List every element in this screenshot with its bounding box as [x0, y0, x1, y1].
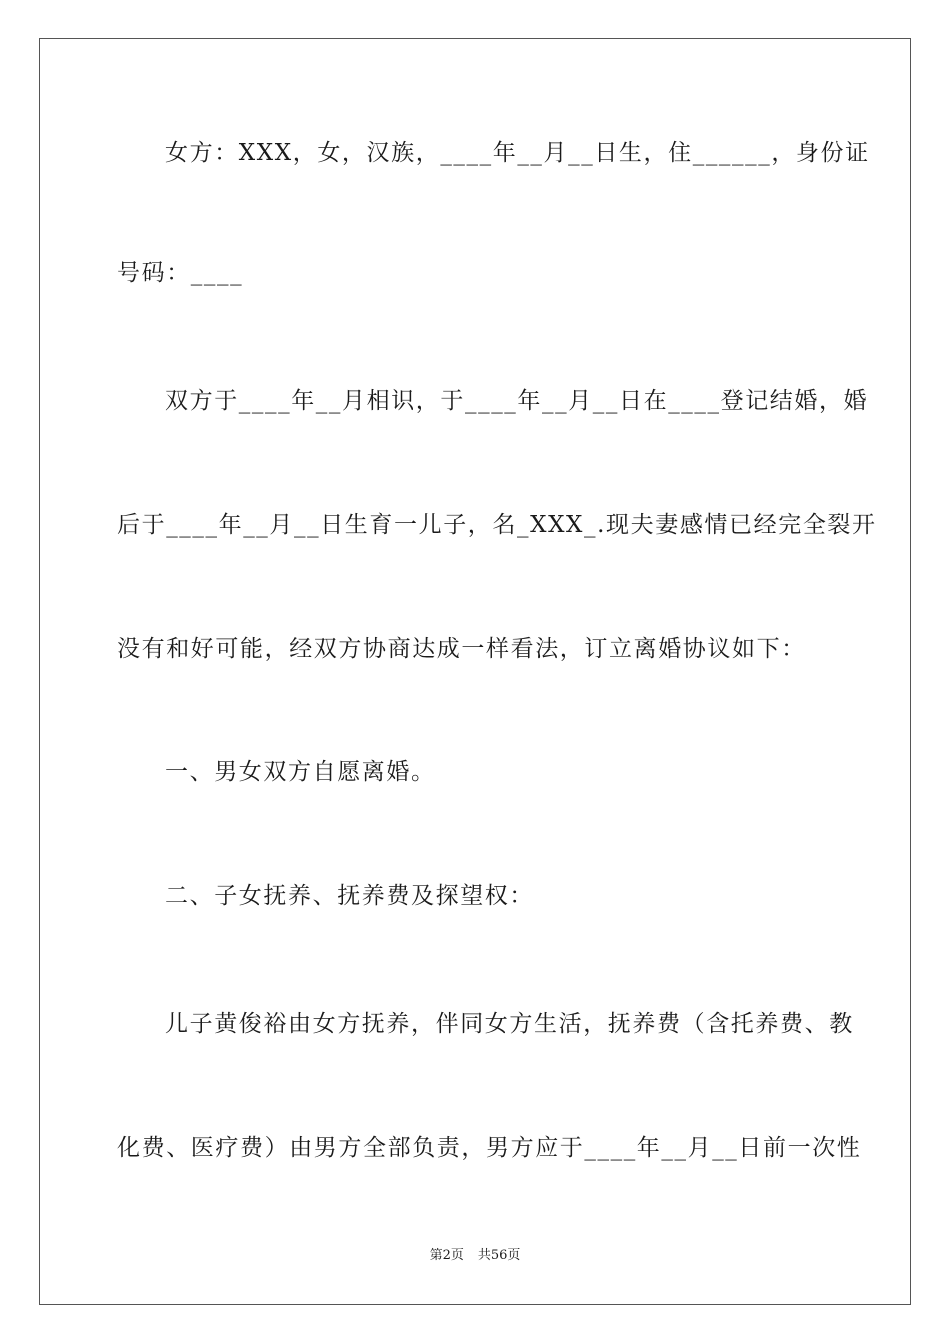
paragraph-line-1: 女方：XXX，女，汉族，____年__月__日生，住______，身份证 — [165, 140, 870, 166]
page-number-total: 共56页 — [477, 1248, 521, 1263]
paragraph-line-7: 二、子女抚养、抚养费及探望权： — [165, 883, 534, 909]
paragraph-line-8: 儿子黄俊裕由女方抚养，伴同女方生活，抚养费（含托养费、教 — [165, 1011, 854, 1037]
paragraph-line-4: 后于____年__月__日生育一儿子，名_XXX_.现夫妻感情已经完全裂开 — [117, 512, 877, 538]
page-number-current: 第2页 — [429, 1248, 464, 1263]
page-border — [39, 38, 911, 1305]
paragraph-line-3: 双方于____年__月相识，于____年__月__日在____登记结婚，婚 — [165, 388, 869, 414]
paragraph-line-9: 化费、医疗费）由男方全部负责，男方应于____年__月__日前一次性 — [117, 1135, 862, 1161]
page-footer — [0, 1247, 950, 1265]
paragraph-line-6: 一、男女双方自愿离婚。 — [165, 759, 436, 785]
paragraph-line-5: 没有和好可能，经双方协商达成一样看法，订立离婚协议如下： — [117, 636, 806, 662]
paragraph-line-2: 号码：____ — [117, 260, 244, 286]
